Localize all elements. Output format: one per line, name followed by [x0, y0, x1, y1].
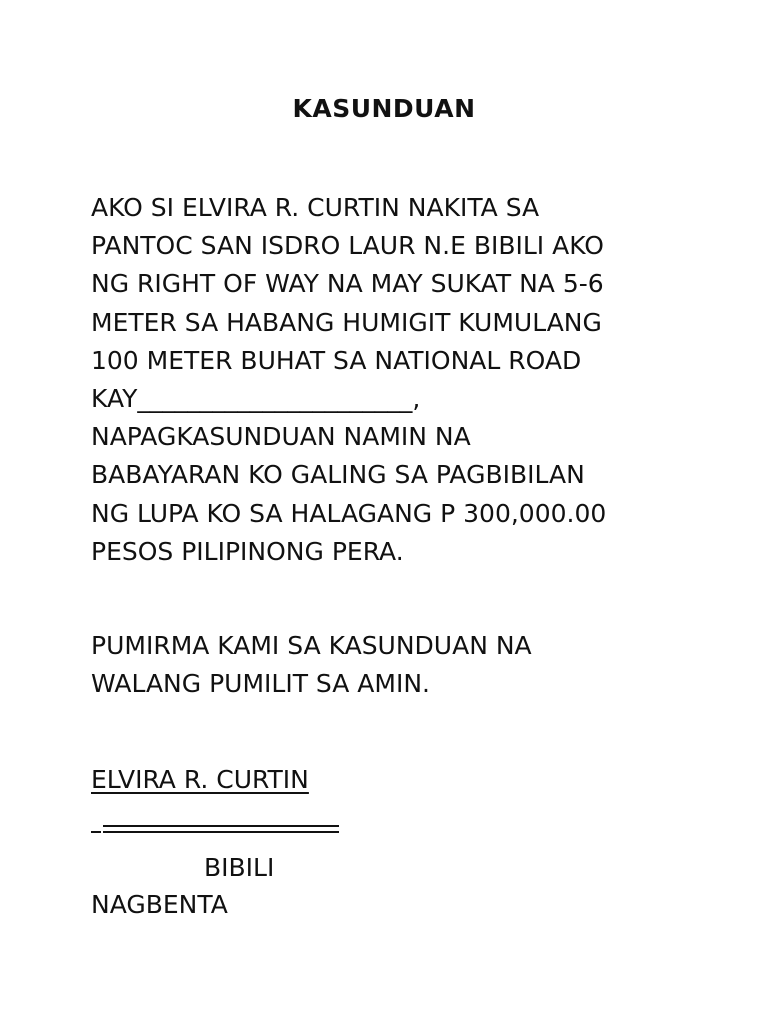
- agreement-paragraph: [91, 189, 691, 571]
- paragraph-line: METER SA HABANG HUMIGIT KUMULANG: [91, 307, 602, 337]
- paragraph-line: PUMIRMA KAMI SA KASUNDUAN NA: [91, 631, 532, 660]
- document-title: KASUNDUAN: [292, 94, 476, 123]
- buyer-label: BIBILI: [204, 853, 275, 882]
- paragraph-line: NG LUPA KO SA HALAGANG P 300,000.00: [91, 498, 607, 528]
- paragraph-line-blank-name: KAY______________________,: [91, 384, 421, 414]
- signature-line-lead: [91, 831, 101, 833]
- paragraph-line: WALANG PUMILIT SA AMIN.: [91, 669, 430, 699]
- signing-statement-paragraph: [91, 627, 691, 703]
- signature-line: [91, 812, 339, 834]
- signature-line-lower: [103, 831, 339, 833]
- paragraph-line: BABAYARAN KO GALING SA PAGBIBILAN: [91, 460, 585, 490]
- paragraph-line: PESOS PILIPINONG PERA.: [91, 536, 404, 566]
- paragraph-line: AKO SI ELVIRA R. CURTIN NAKITA SA: [91, 193, 540, 222]
- seller-label: NAGBENTA: [91, 890, 228, 919]
- paragraph-line: NAPAGKASUNDUAN NAMIN NA: [91, 422, 471, 452]
- signatory-name: ELVIRA R. CURTIN: [91, 765, 309, 794]
- signature-line-upper: [103, 825, 339, 827]
- paragraph-line: 100 METER BUHAT SA NATIONAL ROAD: [91, 345, 582, 375]
- paragraph-line: NG RIGHT OF WAY NA MAY SUKAT NA 5-6: [91, 269, 604, 299]
- paragraph-line: PANTOC SAN ISDRO LAUR N.E BIBILI AKO: [91, 231, 604, 261]
